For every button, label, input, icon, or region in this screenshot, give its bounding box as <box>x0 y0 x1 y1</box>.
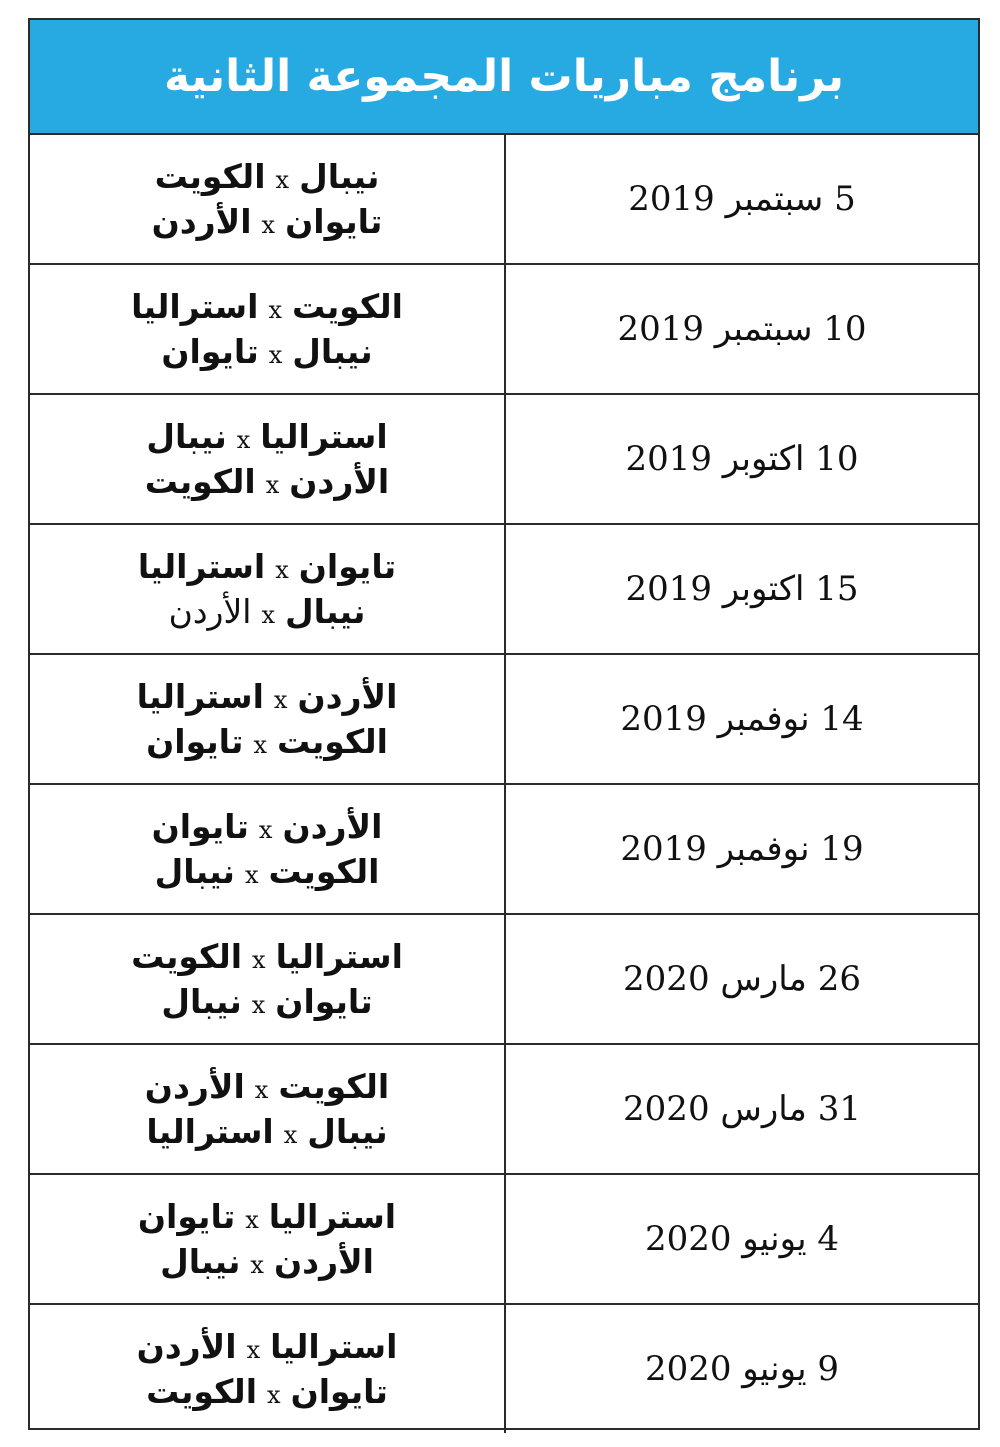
match-line <box>145 462 389 501</box>
match-line <box>131 937 403 976</box>
versus-mark: x <box>261 211 276 239</box>
team-away: الأردن <box>136 1327 237 1366</box>
match-line <box>138 1197 396 1236</box>
team-away: استراليا <box>137 547 266 586</box>
versus-mark: x <box>268 296 282 324</box>
team-away: نيبال <box>161 982 242 1021</box>
match-date: 14 نوفمبر 2019 <box>504 655 978 783</box>
team-away: نيبال <box>154 852 235 891</box>
match-line <box>145 1067 389 1106</box>
table-row <box>30 785 978 915</box>
table-row <box>30 1305 978 1433</box>
versus-mark: x <box>265 471 280 499</box>
team-away: نيبال <box>160 1242 241 1281</box>
versus-mark: x <box>251 991 266 1019</box>
match-line <box>138 547 396 586</box>
match-date: 19 نوفمبر 2019 <box>504 785 978 913</box>
versus-mark: x <box>252 946 266 974</box>
team-home: الكويت <box>278 1067 390 1106</box>
matches-cell <box>30 1175 504 1303</box>
matches-cell <box>30 135 504 263</box>
schedule-rows <box>30 135 978 1433</box>
team-away: نيبال <box>146 417 227 456</box>
versus-mark: x <box>244 861 259 889</box>
match-date: 5 سبتمبر 2019 <box>504 135 978 263</box>
match-line <box>161 332 372 371</box>
match-line <box>137 1327 398 1366</box>
matches-cell <box>30 1045 504 1173</box>
versus-mark: x <box>273 686 288 714</box>
table-row <box>30 1175 978 1305</box>
schedule-table <box>28 18 980 1430</box>
page-title: برنامج مباريات المجموعة الثانية <box>163 51 845 102</box>
team-away: الكويت <box>146 1372 258 1411</box>
team-away: تايوان <box>161 332 259 371</box>
match-line <box>169 592 366 631</box>
versus-mark: x <box>267 1381 281 1409</box>
team-away: استراليا <box>131 287 259 326</box>
match-line <box>160 1242 374 1281</box>
team-away: استراليا <box>136 677 264 716</box>
versus-mark: x <box>245 1206 259 1234</box>
table-row <box>30 1045 978 1175</box>
matches-cell <box>30 785 504 913</box>
team-home: تايوان <box>298 547 397 586</box>
matches-cell <box>30 525 504 653</box>
table-row <box>30 525 978 655</box>
team-home: استراليا <box>268 1197 397 1236</box>
team-home: تايوان <box>285 202 383 241</box>
table-row <box>30 135 978 265</box>
versus-mark: x <box>275 556 289 584</box>
team-home: الأردن <box>289 462 390 501</box>
match-date: 31 مارس 2020 <box>504 1045 978 1173</box>
versus-mark: x <box>283 1121 298 1149</box>
team-home: استراليا <box>270 1327 398 1366</box>
team-home: نيبال <box>285 592 366 631</box>
versus-mark: x <box>258 816 273 844</box>
team-away: الأردن <box>151 202 252 241</box>
match-line <box>131 287 403 326</box>
versus-mark: x <box>246 1336 261 1364</box>
table-row <box>30 265 978 395</box>
team-home: الكويت <box>291 287 403 326</box>
match-line <box>146 722 388 761</box>
team-home: تايوان <box>290 1372 388 1411</box>
matches-cell <box>30 915 504 1043</box>
versus-mark: x <box>236 426 251 454</box>
team-away: الكويت <box>131 937 243 976</box>
match-date: 9 يونيو 2020 <box>504 1305 978 1433</box>
team-away: تايوان <box>151 807 249 846</box>
versus-mark: x <box>268 341 283 369</box>
table-row <box>30 655 978 785</box>
match-date: 26 مارس 2020 <box>504 915 978 1043</box>
table-header <box>30 20 978 135</box>
versus-mark: x <box>254 1076 269 1104</box>
matches-cell <box>30 1305 504 1433</box>
matches-cell <box>30 655 504 783</box>
team-home: نيبال <box>292 332 373 371</box>
match-date: 4 يونيو 2020 <box>504 1175 978 1303</box>
match-date: 15 اكتوبر 2019 <box>504 525 978 653</box>
team-home: نيبال <box>299 157 380 196</box>
match-line <box>155 157 380 196</box>
team-away: تايوان <box>146 722 244 761</box>
match-date: 10 سبتمبر 2019 <box>504 265 978 393</box>
team-away: الكويت <box>144 462 256 501</box>
matches-cell <box>30 265 504 393</box>
versus-mark: x <box>261 601 276 629</box>
team-home: الأردن <box>273 1242 374 1281</box>
team-home: استراليا <box>275 937 403 976</box>
match-date: 10 اكتوبر 2019 <box>504 395 978 523</box>
team-home: الأردن <box>297 677 398 716</box>
versus-mark: x <box>253 731 267 759</box>
team-home: الكويت <box>276 722 388 761</box>
match-line <box>146 1112 387 1151</box>
match-line <box>155 852 380 891</box>
table-row <box>30 395 978 525</box>
table-row <box>30 915 978 1045</box>
team-home: استراليا <box>260 417 388 456</box>
matches-cell <box>30 395 504 523</box>
team-home: الأردن <box>282 807 383 846</box>
team-away: استراليا <box>146 1112 274 1151</box>
match-line <box>152 807 383 846</box>
match-line <box>152 202 383 241</box>
team-home: نيبال <box>307 1112 388 1151</box>
match-line <box>146 1372 388 1411</box>
team-home: تايوان <box>275 982 373 1021</box>
team-away: الكويت <box>154 157 266 196</box>
match-line <box>161 982 372 1021</box>
versus-mark: x <box>250 1251 264 1279</box>
match-line <box>146 417 387 456</box>
versus-mark: x <box>275 166 290 194</box>
team-home: الكويت <box>268 852 380 891</box>
team-away: الأردن <box>144 1067 245 1106</box>
team-away: تايوان <box>137 1197 236 1236</box>
match-line <box>137 677 398 716</box>
team-away: الأردن <box>168 592 252 631</box>
